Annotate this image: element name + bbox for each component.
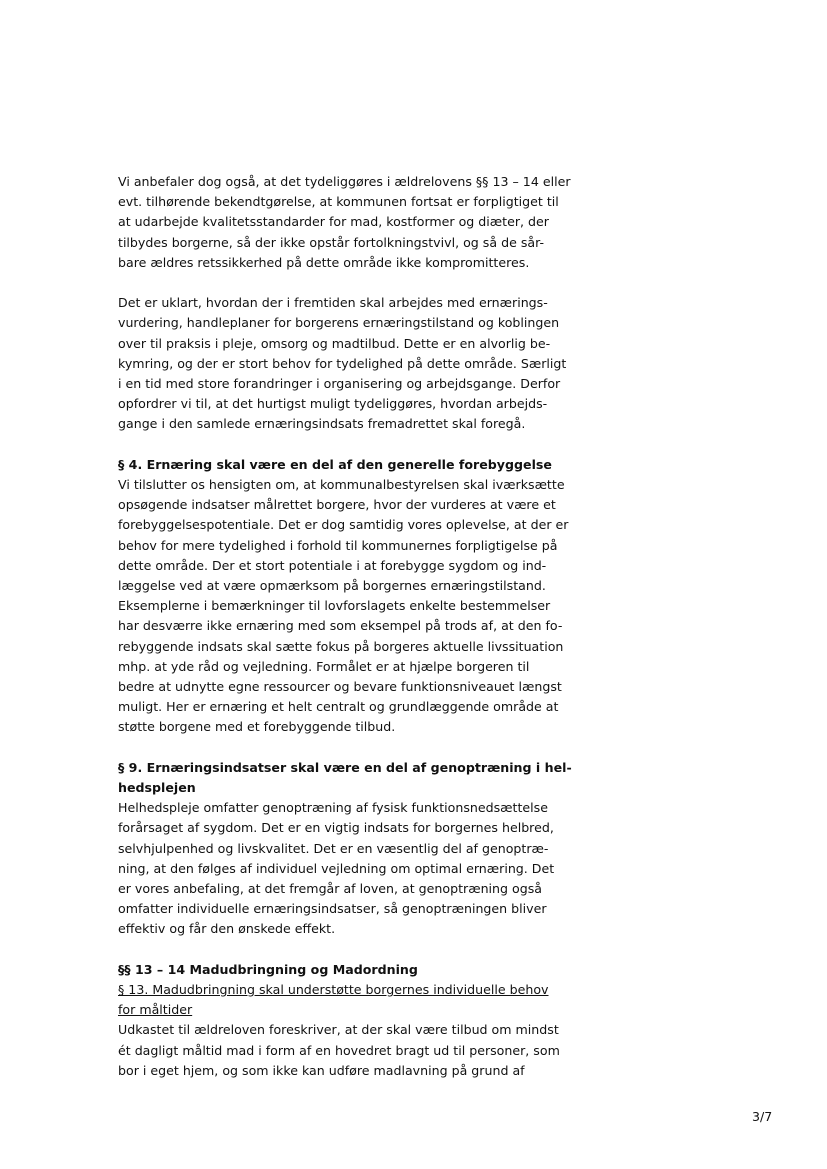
text-line: bedre at udnytte egne ressourcer og bevare funktionsniveauet længst: [118, 679, 562, 695]
text-line: Udkastet til ældreloven foreskriver, at der skal være tilbud om mindst: [118, 1022, 559, 1038]
text-line: læggelse ved at være opmærksom på borgernes ernæringstilstand.: [118, 578, 546, 594]
section-block: [118, 960, 563, 1081]
text-line: gange i den samlede ernæringsindsats fremadrettet skal foregå.: [118, 416, 526, 432]
text-line: mhp. at yde råd og vejledning. Formålet er at hjælpe borgeren til: [118, 658, 530, 674]
text-line: behov for mere tydelighed i forhold til kommunernes forpligtigelse på: [118, 537, 558, 553]
text-line: omfatter individuelle ernæringsindsatser, så genoptræningen bliver: [118, 901, 547, 917]
section-heading: §§ 13 – 14 Madudbringning og Madordning: [118, 961, 418, 977]
text-line: bor i eget hjem, og som ikke kan udføre madlavning på grund af: [118, 1062, 525, 1078]
text-line: Vi anbefaler dog også, at det tydeliggøres i ældrelovens §§ 13 – 14 eller: [118, 174, 571, 189]
text-line: over til praksis i pleje, omsorg og madtilbud. Dette er en alvorlig be-: [118, 335, 551, 351]
text-line: dette område. Der et stort potentiale i at forebygge sygdom og ind-: [118, 557, 547, 573]
text-line: vurdering, handleplaner for borgerens ernæringstilstand og koblingen: [118, 315, 560, 331]
text-line: har desværre ikke ernæring med som eksempel på trods af, at den fo-: [118, 618, 563, 634]
text-line: opsøgende indsatser målrettet borgere, hvor der vurderes at være et: [118, 497, 556, 513]
paragraph-gap: [118, 435, 563, 455]
section-block: [118, 758, 572, 940]
section-subheading: § 13. Madudbringning skal understøtte borgernes individuelle behov: [118, 982, 549, 998]
text-line: støtte borgene med et forebyggende tilbud.: [118, 719, 396, 735]
text-line: effektiv og får den ønskede effekt.: [118, 921, 336, 937]
text-line: kymring, og der er stort behov for tydelighed på dette område. Særligt: [118, 355, 567, 371]
text-line: ning, at den følges af individuel vejledning om optimal ernæring. Det: [118, 860, 555, 876]
text-line: ét dagligt måltid mad i form af en hovedret bragt ud til personer, som: [118, 1042, 560, 1058]
text-line: bare ældres retssikkerhed på dette område ikke kompromitteres.: [118, 254, 530, 270]
text-line: er vores anbefaling, at det fremgår af loven, at genoptræning også: [118, 881, 543, 897]
paragraph-gap: [118, 738, 563, 758]
paragraph: [118, 293, 567, 434]
paragraph-gap: [118, 940, 563, 960]
section-subheading: for måltider: [118, 1002, 193, 1018]
text-line: Det er uklart, hvordan der i fremtiden skal arbejdes med ernærings-: [118, 295, 548, 311]
text-line: at udarbejde kvalitetsstandarder for mad, kostformer og diæter, der: [118, 214, 549, 230]
text-line: i en tid med store forandringer i organisering og arbejdsgange. Derfor: [118, 376, 561, 392]
text-line: selvhjulpenhed og livskvalitet. Det er en væsentlig del af genoptræ-: [118, 840, 549, 856]
text-line: Eksemplerne i bemærkninger til lovforslagets enkelte bestemmelser: [118, 598, 551, 614]
text-line: muligt. Her er ernæring et helt centralt og grundlæggende område at: [118, 699, 559, 715]
text-line: Helhedspleje omfatter genoptræning af fysisk funktionsnedsættelse: [118, 800, 548, 816]
section-heading: § 9. Ernæringsindsatser skal være en del af genoptræning i hel-: [118, 759, 572, 775]
text-line: evt. tilhørende bekendtgørelse, at kommunen fortsat er forpligtiget til: [118, 194, 559, 210]
text-line: opfordrer vi til, at det hurtigst muligt tydeliggøres, hvordan arbejds-: [118, 396, 548, 412]
page-number: 3/7: [752, 1109, 773, 1124]
section-heading: hedsplejen: [118, 780, 196, 796]
text-line: forårsaget af sygdom. Det er en vigtig indsats for borgernes helbred,: [118, 820, 554, 836]
paragraph-gap: [118, 273, 563, 293]
text-line: Vi tilslutter os hensigten om, at kommunalbestyrelsen skal iværksætte: [118, 477, 565, 493]
text-line: tilbydes borgerne, så der ikke opstår fortolkningstvivl, og så de sår-: [118, 234, 545, 250]
text-line: rebyggende indsats skal sætte fokus på borgeres aktuelle livssituation: [118, 638, 564, 654]
paragraph: [118, 172, 571, 273]
section-heading: § 4. Ernæring skal være en del af den generelle forebyggelse: [118, 456, 552, 472]
document-body: [118, 172, 572, 1081]
text-line: forebyggelsespotentiale. Det er dog samtidig vores oplevelse, at der er: [118, 517, 569, 533]
section-block: [118, 455, 569, 738]
